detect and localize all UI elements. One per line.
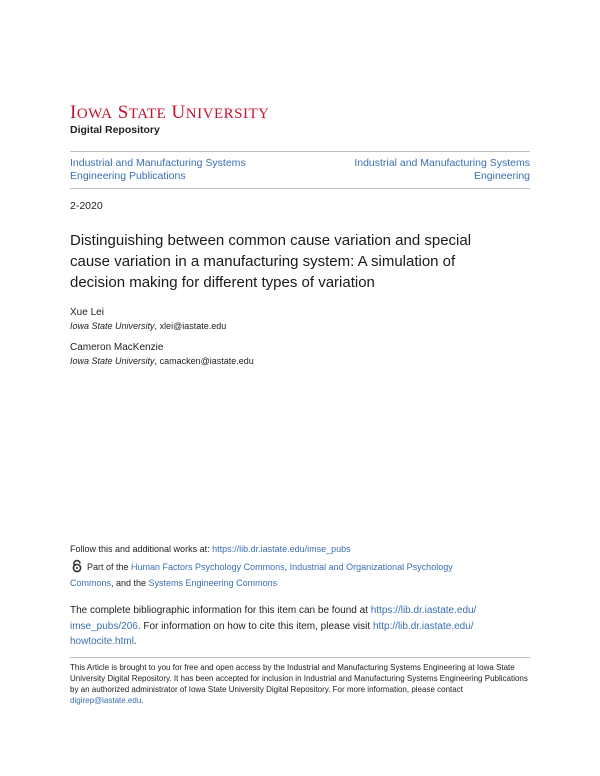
notice-end: . <box>141 696 144 705</box>
publication-date: 2-2020 <box>70 200 103 212</box>
citation-text: The complete bibliographic information for this item can be found at <box>70 605 371 616</box>
collection-link-publications[interactable]: Industrial and Manufacturing Systems Engineering Publications <box>70 157 246 182</box>
citation-end: . <box>133 636 137 647</box>
citation-text-2: . For information on how to cite this item, please visit <box>137 620 373 632</box>
university-logo <box>70 103 269 124</box>
follow-text: Follow this and additional works at: <box>70 544 213 554</box>
howtocite-link-cont[interactable]: howtocite.html <box>70 636 134 647</box>
item-link[interactable]: https://lib.dr.iastate.edu/ <box>370 605 477 616</box>
collection-link-department[interactable]: Industrial and Manufacturing Systems Engineering <box>354 157 530 182</box>
part-of-separator: , and the <box>111 578 149 588</box>
citation-info <box>70 603 540 650</box>
part-of-line-2 <box>70 577 277 589</box>
commons-link-industrial-org-cont[interactable]: Commons <box>70 578 112 588</box>
commons-link-industrial-org[interactable]: Industrial and Organizational Psychology <box>289 562 453 572</box>
affiliation-name: Iowa State University <box>70 321 155 331</box>
contact-email-link[interactable]: digirep@iastate.edu <box>70 696 142 705</box>
part-of-prefix: Part of the <box>87 562 132 572</box>
collections-divider <box>70 188 530 189</box>
open-access-notice <box>70 662 535 706</box>
author-name: Cameron MacKenzie <box>70 342 164 353</box>
commons-link-systems-engineering[interactable]: Systems Engineering Commons <box>148 578 278 588</box>
footer-divider <box>70 657 530 658</box>
commons-link-human-factors[interactable]: Human Factors Psychology Commons <box>131 562 285 572</box>
open-access-icon <box>70 559 84 573</box>
author-email: xlei@iastate.edu <box>159 321 227 331</box>
header-divider <box>70 151 530 152</box>
affiliation-name: Iowa State University <box>70 356 155 366</box>
item-link-cont[interactable]: imse_pubs/206 <box>70 620 138 632</box>
howtocite-link[interactable]: http://lib.dr.iastate.edu/ <box>372 620 474 632</box>
author-affiliation: Iowa State University, camacken@iastate.edu <box>70 356 254 366</box>
part-of-line-1 <box>87 561 453 573</box>
part-of-separator: , <box>284 562 290 572</box>
article-title: Distinguishing between common cause variation and special cause variation in a manufacturing system: A simulation of decision making for different types of variation <box>70 232 472 291</box>
follow-link[interactable]: https://lib.dr.iastate.edu/imse_pubs <box>212 544 351 554</box>
author-name: Xue Lei <box>70 307 104 318</box>
author-affiliation: Iowa State University, xlei@iastate.edu <box>70 321 227 331</box>
author-email: camacken@iastate.edu <box>159 356 254 366</box>
notice-text: This Article is brought to you for free and open access by the Industrial and Manufacturing Systems Engineering at Iowa State University Digital Repository. It has been accepted for inclusion in Industrial and Manufacturing Systems Engineering Publications by an authorized administrator of Iowa State University Digital Repository. For more information, please contact <box>70 663 528 694</box>
follow-line <box>70 543 351 555</box>
repository-name: Digital Repository <box>70 124 160 136</box>
university-logo-text: IOWA STATE UNIVERSITY <box>70 102 270 123</box>
